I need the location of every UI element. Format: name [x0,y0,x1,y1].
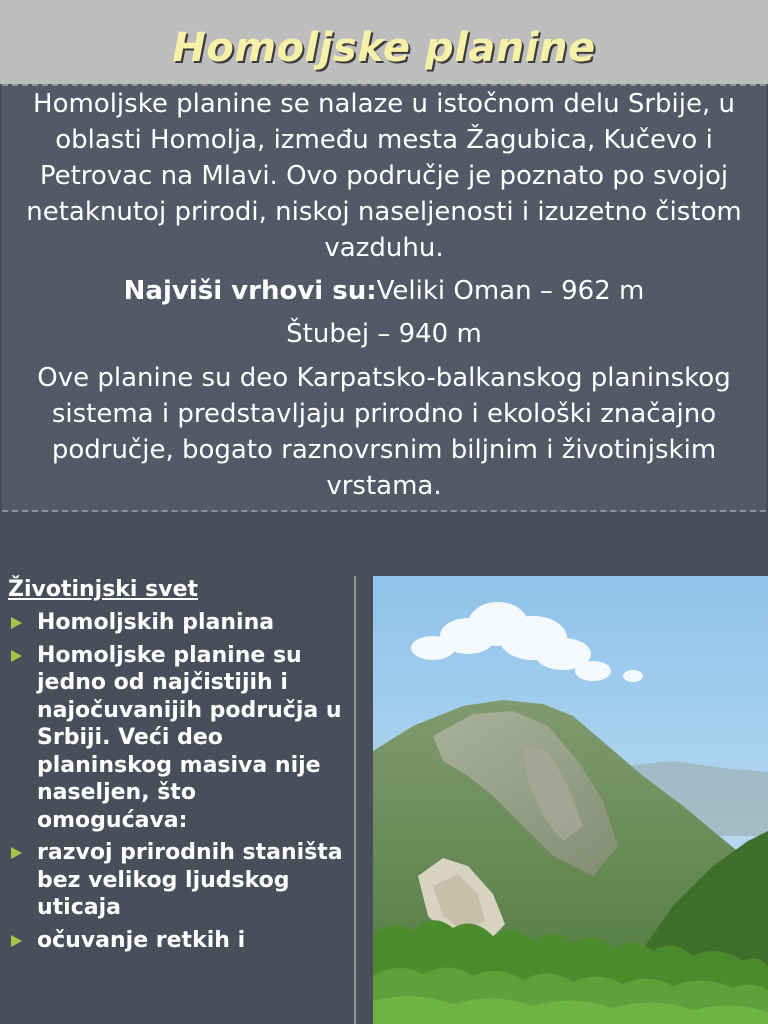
bullet-arrow-icon [11,617,22,629]
bullet-arrow-icon [11,847,22,859]
peaks-label: Najviši vrhovi su: [123,276,377,306]
mountain-landscape-image [373,576,768,1024]
slide-title: Homoljske planine [172,25,596,71]
bullet-item [8,642,353,835]
bullet-item [8,927,353,955]
peaks-line-1 [0,273,768,309]
bullet-text: Homoljske planine su jedno od najčistijih i najočuvanijih područja u Srbiji. Veći deo planinskog masiva nije naseljen, što omogućava: [37,642,342,833]
peak-stubej: Štubej – 940 m [286,319,482,349]
bullet-arrow-icon [11,650,22,662]
intro-paragraph: Homoljske planine se nalaze u istočnom delu Srbije, u oblasti Homolja, između mesta Žagubica, Kučevo i Petrovac na Mlavi. Ovo područje je poznato po svojoj netaknutoj prirodi, niskoj naseljenosti i izuzetno čistom vazduhu. [26,89,742,263]
outro-paragraph: Ove planine su deo Karpatsko-balkanskog planinskog sistema i predstavljaju prirodno i ekološki značajno područje, bogato raznovrsnim biljnim i životinjskim vrstama. [37,363,731,501]
bullet-text: Homoljskih planina [37,610,275,635]
mountain-photo [373,576,768,1024]
bullet-text: razvoj prirodnih staništa bez velikog ljudskog uticaja [37,840,343,920]
bullet-list [8,609,353,954]
wildlife-column [0,576,356,1024]
bullet-arrow-icon [11,935,22,947]
title-bar [0,0,768,84]
bullet-item [8,839,353,922]
bullet-text: očuvanje retkih i [37,927,246,953]
bullet-item [8,609,353,637]
peak-veliki-oman: Veliki Oman – 962 m [376,276,645,306]
section-heading: Životinjski svet [8,577,199,602]
